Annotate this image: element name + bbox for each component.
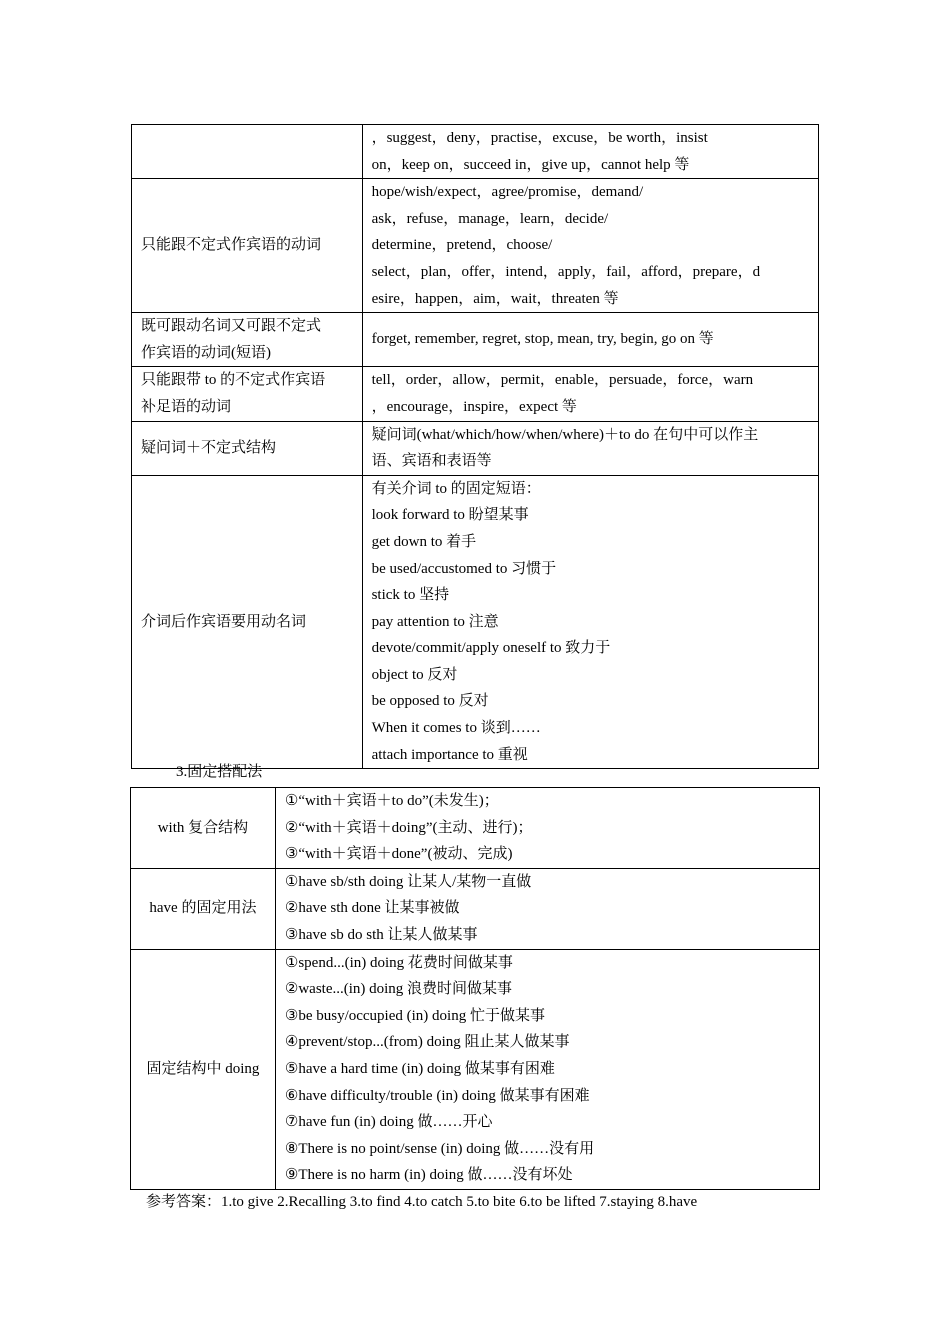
row-content: hope/wish/expect，agree/promise，demand/ ask，refuse，manage，learn，decide/ determine，pretend，choose/ select，plan，offer，intend，apply，fail，afford，prepare，d esire，happen，aim，wait，threaten 等 bbox=[362, 179, 818, 313]
row-label: 固定结构中 doing bbox=[131, 949, 276, 1189]
row-label: 介词后作宾语要用动名词 bbox=[132, 475, 363, 769]
table-row bbox=[132, 125, 819, 179]
row-label: have 的固定用法 bbox=[131, 868, 276, 949]
table-row bbox=[131, 949, 820, 1189]
table-row bbox=[132, 179, 819, 313]
row-label: 既可跟动名词又可跟不定式 作宾语的动词(短语) bbox=[132, 313, 363, 367]
verb-usage-table bbox=[131, 124, 819, 769]
row-content: ①have sb/sth doing 让某人/某物一直做 ②have sth done 让某事被做 ③have sb do sth 让某人做某事 bbox=[275, 868, 819, 949]
row-label bbox=[132, 125, 363, 179]
row-label: with 复合结构 bbox=[131, 788, 276, 869]
fixed-collocation-table bbox=[130, 787, 820, 1190]
row-content: tell，order，allow，permit，enable，persuade，force，warn ，encourage，inspire，expect 等 bbox=[362, 367, 818, 421]
answer-key: 参考答案：1.to give 2.Recalling 3.to find 4.to catch 5.to bite 6.to be lifted 7.staying 8.have bbox=[146, 1194, 698, 1210]
row-content: ①spend...(in) doing 花费时间做某事 ②waste...(in) doing 浪费时间做某事 ③be busy/occupied (in) doing 忙于做某事 ④prevent/stop...(from) doing 阻止某人做某事 ⑤have a hard time (in) doing 做某事有困难 ⑥have difficulty/trouble (in) doing 做某事有困难 ⑦have fun (in) doing 做……开心 ⑧There is no point/sense (in) doing 做……没有用 ⑨There is no harm (in) doing 做……没有坏处 bbox=[275, 949, 819, 1189]
row-content: ①“with＋宾语＋to do”(未发生)； ②“with＋宾语＋doing”(主动、进行)； ③“with＋宾语＋done”(被动、完成) bbox=[275, 788, 819, 869]
row-label: 只能跟带 to 的不定式作宾语 补足语的动词 bbox=[132, 367, 363, 421]
row-content: ，suggest，deny，practise，excuse，be worth，insist on，keep on，succeed in，give up，cannot help 等 bbox=[362, 125, 818, 179]
row-label: 疑问词＋不定式结构 bbox=[132, 421, 363, 475]
row-content: forget, remember, regret, stop, mean, try, begin, go on 等 bbox=[362, 313, 818, 367]
table-row bbox=[132, 421, 819, 475]
row-content: 有关介词 to 的固定短语： look forward to 盼望某事 get down to 着手 be used/accustomed to 习惯于 stick to 坚持 pay attention to 注意 devote/commit/apply oneself to 致力于 object to 反对 be opposed to 反对 When it comes to 谈到…… attach importance to 重视 bbox=[362, 475, 818, 769]
table-row bbox=[131, 868, 820, 949]
section-heading: 3.固定搭配法 bbox=[176, 764, 263, 780]
row-label: 只能跟不定式作宾语的动词 bbox=[132, 179, 363, 313]
table-row bbox=[132, 313, 819, 367]
table-row bbox=[131, 788, 820, 869]
row-content: 疑问词(what/which/how/when/where)＋to do 在句中可以作主 语、宾语和表语等 bbox=[362, 421, 818, 475]
table-row bbox=[132, 367, 819, 421]
table-row bbox=[132, 475, 819, 769]
